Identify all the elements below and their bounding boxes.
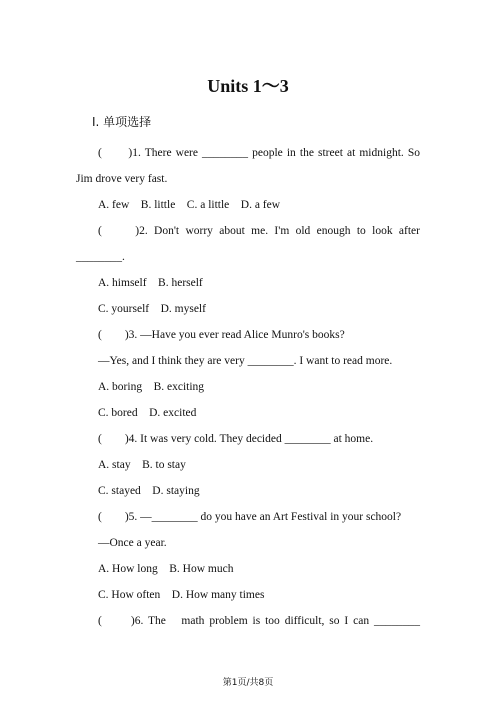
question-3-options-cd: C. bored D. excited: [98, 407, 197, 419]
question-3-options-ab: A. boring B. exciting: [98, 381, 205, 393]
question-4-line-1: ( )4. It was very cold. They decided ________ at home.: [98, 433, 374, 445]
question-body: [76, 140, 420, 634]
question-1-options: A. few B. little C. a little D. a few: [98, 199, 281, 211]
page-number: 第1页/共8页: [222, 678, 274, 688]
question-5-line-2: —Once a year.: [98, 537, 167, 549]
question-4-options-cd: C. stayed D. staying: [98, 485, 200, 497]
question-2-line-1: ( )2. Don't worry about me. I'm old enough to look after: [98, 225, 420, 237]
question-3-line-2: —Yes, and I think they are very ________. I want to read more.: [98, 355, 393, 367]
page-title: Units 1～3: [207, 76, 289, 96]
section-heading: Ⅰ. 单项选择: [92, 115, 152, 129]
question-1-line-2: Jim drove very fast.: [76, 173, 168, 185]
question-1-line-1: ( )1. There were ________ people in the street at midnight. So: [98, 147, 420, 159]
question-3-line-1: ( )3. —Have you ever read Alice Munro's books?: [98, 329, 345, 341]
question-2-line-2: ________.: [76, 251, 125, 263]
question-6-line-1: ( )6. The math problem is too difficult, so I can ________: [98, 615, 420, 627]
question-4-options-ab: A. stay B. to stay: [98, 459, 186, 471]
question-5-options-cd: C. How often D. How many times: [98, 589, 265, 601]
question-5-line-1: ( )5. —________ do you have an Art Festival in your school?: [98, 511, 402, 523]
question-5-options-ab: A. How long B. How much: [98, 563, 234, 575]
question-2-options-ab: A. himself B. herself: [98, 277, 203, 289]
footer-divider: [76, 670, 420, 671]
question-2-options-cd: C. yourself D. myself: [98, 303, 206, 315]
